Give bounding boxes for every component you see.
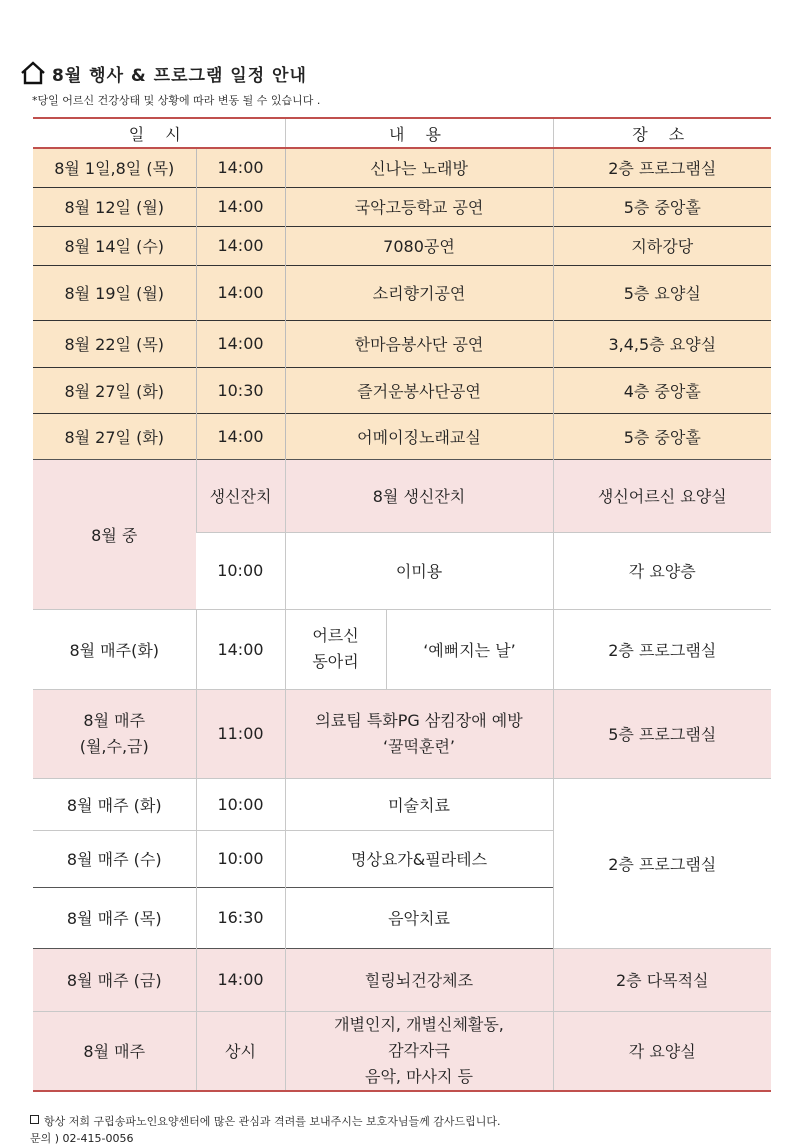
cell-place: 생신어르신 요양실 [553,459,771,532]
cell-content: 미술치료 [285,778,553,830]
cell-place: 2층 프로그램실 [553,609,771,689]
cell-content: 명상요가&필라테스 [285,830,553,887]
cell-date: 8월 중 [33,459,196,609]
cell-content: ‘예뻐지는 날’ [386,609,553,689]
content-line2: 감각자극 [388,1040,450,1060]
header-place: 장 소 [553,118,771,148]
cell-content: 즐거운봉사단공연 [285,367,553,413]
table-row [33,413,771,459]
cell-date: 8월 1일,8일 (목) [33,148,196,187]
schedule-table [33,117,771,1092]
cell-time: 14:00 [196,265,285,320]
date-line2: (월,수,금) [79,736,149,756]
cell-time: 10:00 [196,778,285,830]
table-row [33,187,771,226]
cell-time: 14:00 [196,187,285,226]
header-datetime: 일 시 [33,118,285,148]
table-row [33,226,771,265]
cell-date: 8월 매주 (화) [33,778,196,830]
cell-content: 어메이징노래교실 [285,413,553,459]
cell-time: 10:00 [196,532,285,609]
cell-content: 신나는 노래방 [285,148,553,187]
cell-place: 지하강당 [553,226,771,265]
content-line2: ‘꿀떡훈련’ [383,736,455,756]
cell-content [285,1011,553,1091]
cell-time: 14:00 [196,320,285,367]
notice-note: *당일 어르신 건강상태 및 상황에 따라 변동 될 수 있습니다 . [32,94,321,107]
table-row [33,689,771,778]
table-row [33,1011,771,1091]
cell-date: 8월 19일 (월) [33,265,196,320]
cell-place: 2층 프로그램실 [553,778,771,948]
club-label-line1: 어르신 [312,626,359,645]
cell-content: 8월 생신잔치 [285,459,553,532]
cell-time: 16:30 [196,887,285,948]
page-title: 8월 행사 & 프로그램 일정 안내 [52,65,307,86]
cell-place: 2층 다목적실 [553,948,771,1011]
cell-place: 각 요양층 [553,532,771,609]
table-row [33,778,771,830]
cell-content: 힐링뇌건강체조 [285,948,553,1011]
date-line1: 8월 매주 [83,710,146,730]
table-header-row [33,118,771,148]
cell-date: 8월 22일 (목) [33,320,196,367]
cell-content: 소리향기공연 [285,265,553,320]
cell-content [285,689,553,778]
cell-time: 14:00 [196,413,285,459]
cell-place: 5층 요양실 [553,265,771,320]
home-icon [20,61,46,85]
cell-content: 한마음봉사단 공연 [285,320,553,367]
footer-thanks-text: 항상 저희 구립송파노인요양센터에 많은 관심과 격려를 보내주시는 보호자님들께 감사드립니다. [44,1115,501,1128]
cell-content: 음악치료 [285,887,553,948]
content-line1: 개별인지, 개별신체활동, [334,1014,504,1034]
cell-time: 10:30 [196,367,285,413]
cell-place: 4층 중앙홀 [553,367,771,413]
cell-date: 8월 매주 (금) [33,948,196,1011]
content-line1: 의료팀 특화PG 삼킴장애 예방 [315,710,523,730]
square-bullet-icon [30,1115,39,1124]
footer-contact: 문의 ) 02-415-0056 [30,1132,134,1145]
cell-time: 14:00 [196,609,285,689]
cell-place: 5층 중앙홀 [553,187,771,226]
cell-place: 5층 프로그램실 [553,689,771,778]
cell-date: 8월 매주 (목) [33,887,196,948]
cell-place: 각 요양실 [553,1011,771,1091]
club-label-line2: 동아리 [312,652,359,671]
table-row [33,459,771,532]
cell-time: 상시 [196,1011,285,1091]
table-row [33,948,771,1011]
cell-time: 14:00 [196,226,285,265]
cell-content: 7080공연 [285,226,553,265]
table-row [33,367,771,413]
cell-time: 11:00 [196,689,285,778]
cell-date: 8월 27일 (화) [33,413,196,459]
cell-place: 3,4,5층 요양실 [553,320,771,367]
cell-date: 8월 매주 [33,1011,196,1091]
cell-date: 8월 매주 (수) [33,830,196,887]
header-content: 내 용 [285,118,553,148]
cell-time: 14:00 [196,148,285,187]
cell-content: 이미용 [285,532,553,609]
cell-date: 8월 27일 (화) [33,367,196,413]
cell-date: 8월 14일 (수) [33,226,196,265]
cell-place: 5층 중앙홀 [553,413,771,459]
cell-content: 국악고등학교 공연 [285,187,553,226]
cell-time: 생신잔치 [196,459,285,532]
cell-club-label [285,609,386,689]
table-row [33,609,771,689]
table-row [33,265,771,320]
cell-time: 14:00 [196,948,285,1011]
cell-place: 2층 프로그램실 [553,148,771,187]
footer-thanks [30,1113,501,1129]
table-row [33,148,771,187]
cell-date: 8월 12일 (월) [33,187,196,226]
cell-time: 10:00 [196,830,285,887]
table-row [33,320,771,367]
content-line3: 음악, 마사지 등 [365,1066,473,1086]
cell-date [33,689,196,778]
title-row [20,60,307,86]
cell-date: 8월 매주(화) [33,609,196,689]
